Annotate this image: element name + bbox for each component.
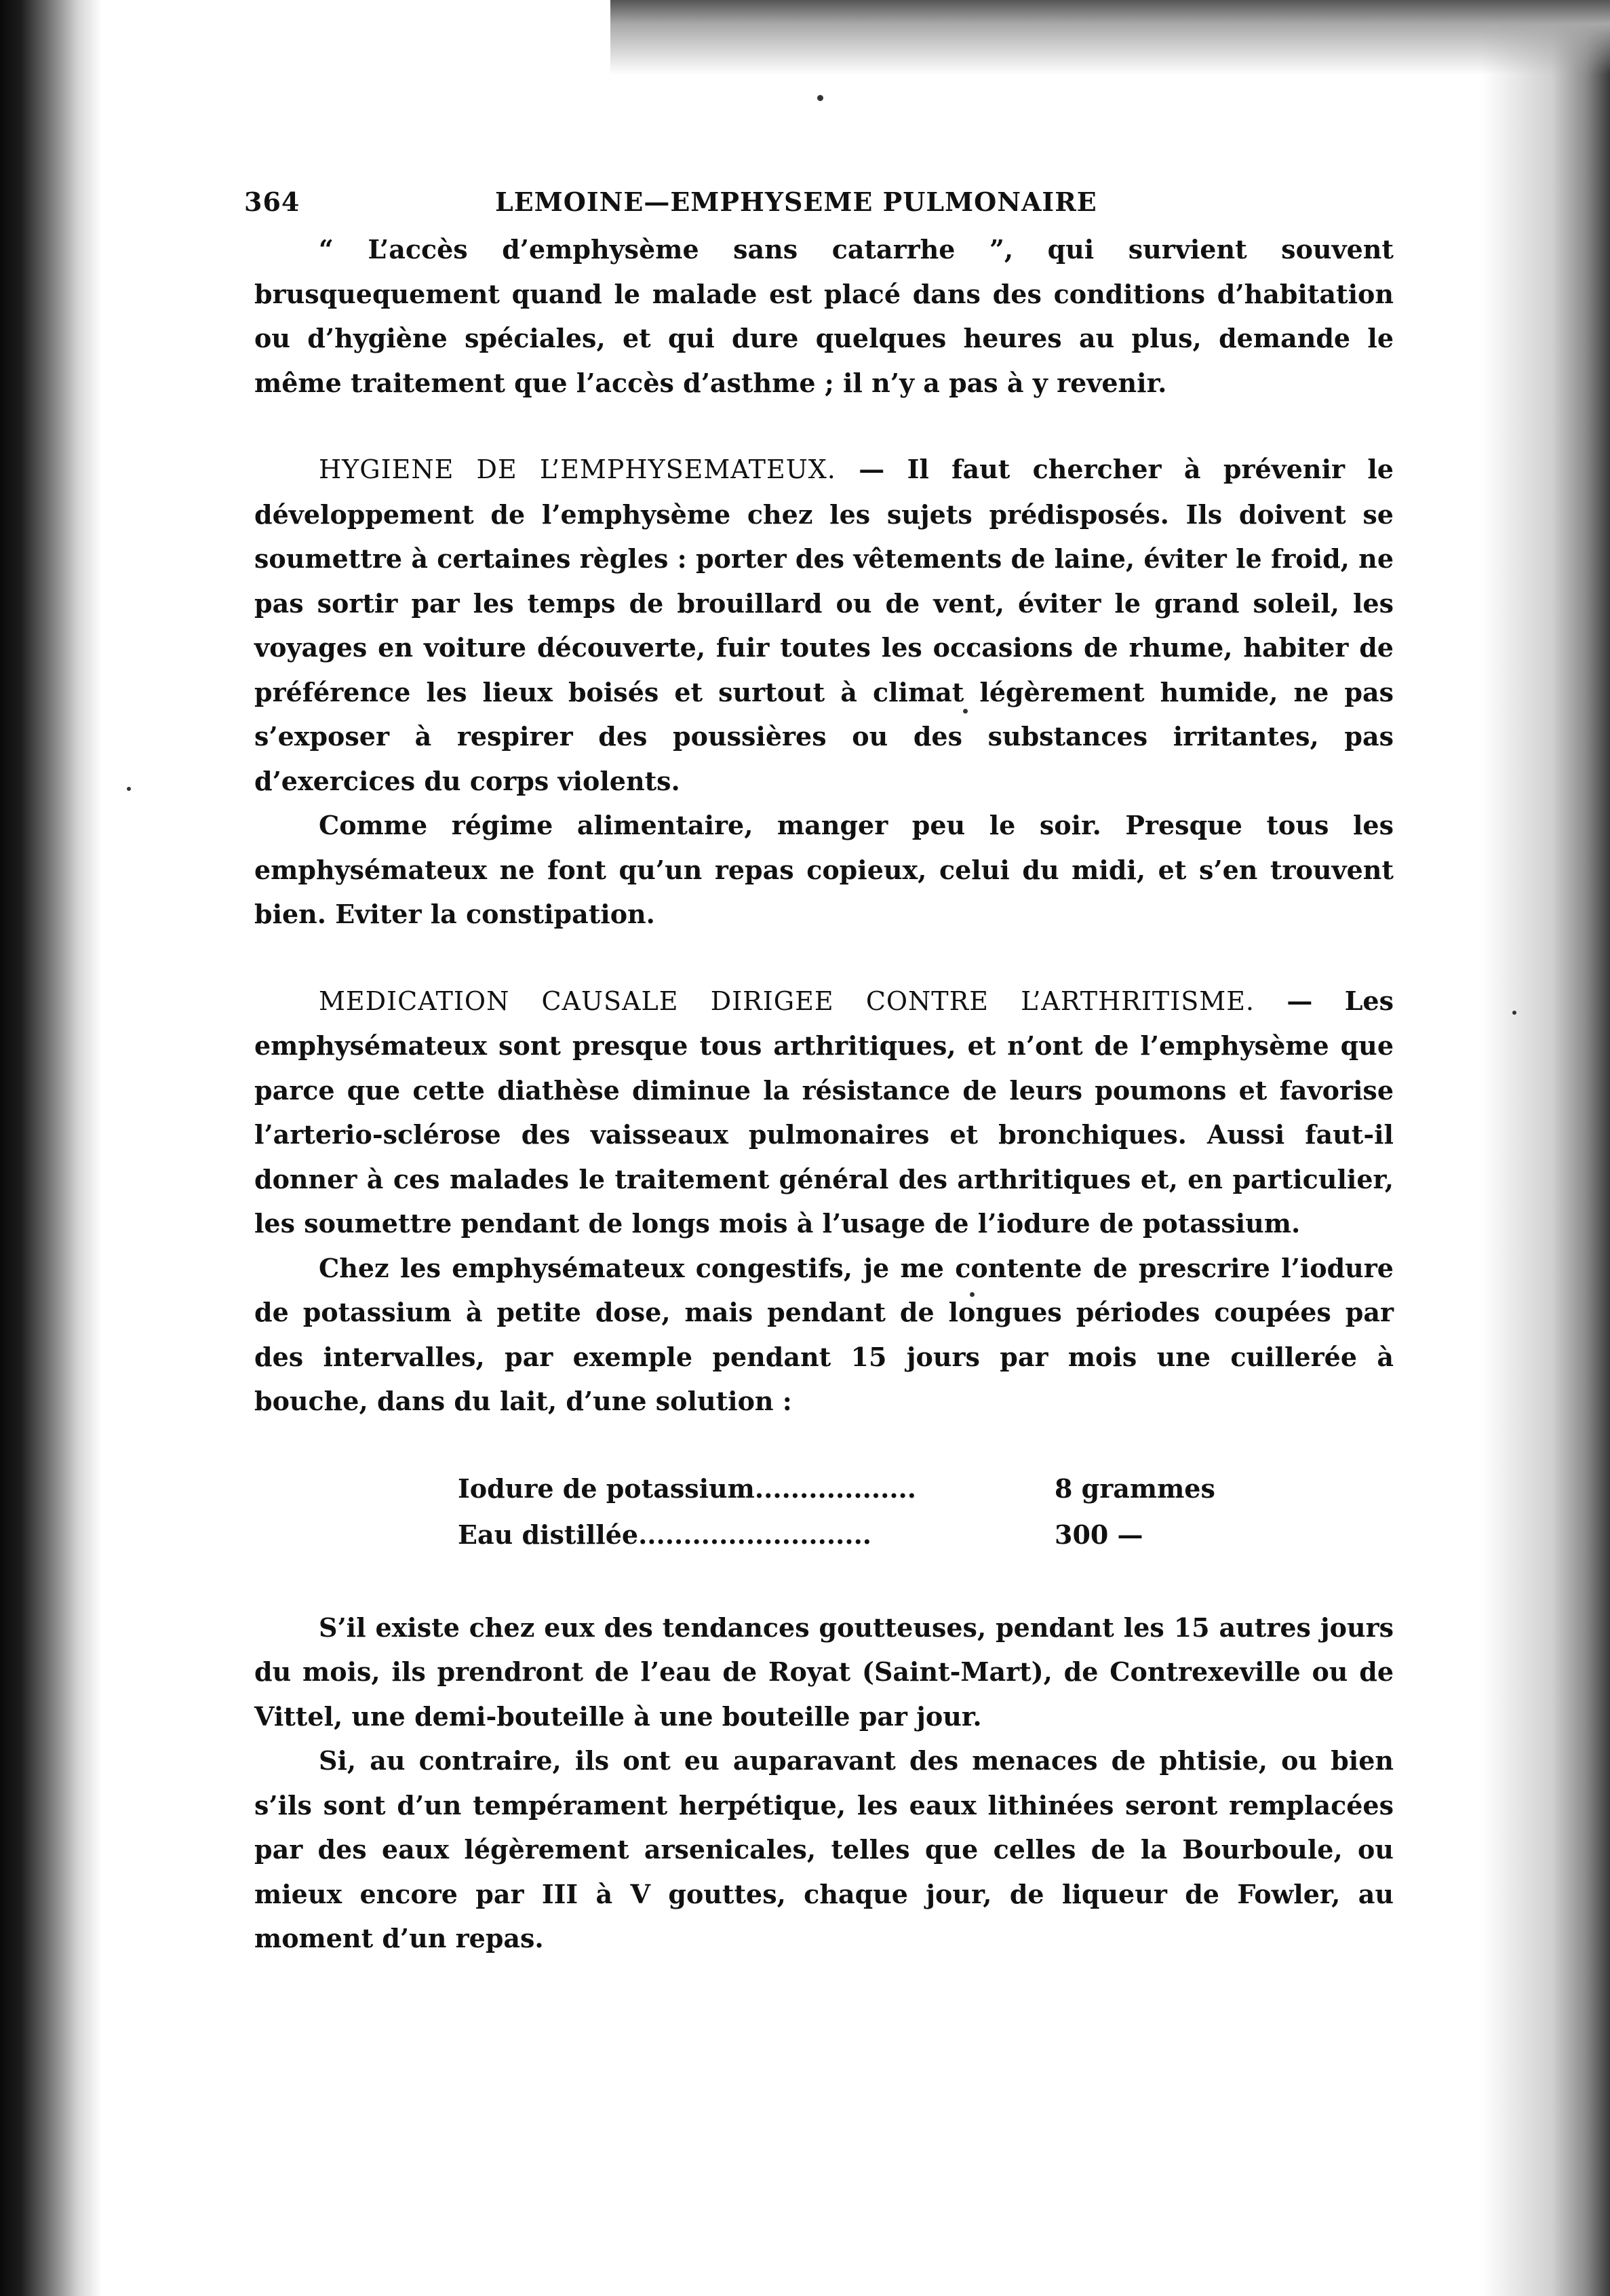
section-body-medication: — Les emphysémateux sont presque tous arthritiques, et n’ont de l’emphysème que parce que cette diathèse diminue la résistance de leurs poumons et favorise l’arterio-sclérose des vaisseaux pulmonaires et bronchiques. Aussi faut-il donner à ces malades le traitement général des arthritiques et, en particulier, les soumettre pendant de longs mois à l’usage de l’iodure de potassium.	[254, 985, 1394, 1239]
section-gap	[254, 405, 1394, 447]
page-number: 364	[244, 187, 300, 217]
paragraph-acces-emphyseme: “ L’accès d’emphysème sans catarrhe ”, qui survient souvent brusquequement quand le malade est placé dans des conditions d’habitation ou d’hygiène spéciales, et qui dure quelques heures au plus, demande le même traitement que l’accès d’asthme ; il n’y a pas à y revenir.	[254, 234, 1394, 398]
prescription-table	[458, 1466, 1258, 1558]
scan-speck	[817, 95, 823, 101]
running-header	[244, 187, 1394, 227]
section-gap	[254, 937, 1394, 979]
prescription-row	[458, 1512, 1258, 1558]
paragraph-regime: Comme régime alimentaire, manger peu le soir. Presque tous les emphysémateux ne font qu’un repas copieux, celui du midi, et s’en trouvent bien. Eviter la constipation.	[254, 810, 1394, 929]
running-title: LEMOINE—EMPHYSEME PULMONAIRE	[495, 187, 1097, 217]
paragraph-phtisie: Si, au contraire, ils ont eu auparavant des menaces de phtisie, ou bien s’ils sont d’un tempérament herpétique, les eaux lithinées seront remplacées par des eaux légèrement arsenicales, telles que celles de la Bourboule, ou mieux encore par III à V gouttes, chaque jour, de liqueur de Fowler, au moment d’un repas.	[254, 1745, 1394, 1953]
section-hygiene	[254, 447, 1394, 803]
scan-shadow-right	[1481, 0, 1610, 2296]
prescription-row	[458, 1466, 1258, 1512]
section-gap	[254, 1558, 1394, 1606]
section-heading-medication: MEDICATION CAUSALE DIRIGEE CONTRE L’ARTHRITISME.	[319, 986, 1255, 1016]
paragraph-tendances-goutteuses: S’il existe chez eux des tendances goutteuses, pendant les 15 autres jours du mois, ils prendront de l’eau de Royat (Saint-Mart), de Contrexeville ou de Vittel, une demi-bouteille à une bouteille par jour.	[254, 1612, 1394, 1732]
paragraph-emphysemateux-congestifs: Chez les emphysémateux congestifs, je me contente de prescrire l’iodure de potassium à petite dose, mais pendant de longues périodes coupées par des intervalles, par exemple pendant 15 jours par mois une cuillerée à bouche, dans du lait, d’une solution :	[254, 1252, 1394, 1416]
section-body-hygiene: — Il faut chercher à prévenir le développement de l’emphysème chez les sujets prédisposés. Ils doivent se soumettre à certaines règles : porter des vêtements de laine, éviter le froid, ne pas sortir par les temps de brouillard ou de vent, éviter le grand soleil, les voyages en voiture découverte, fuir toutes les occasions de rhume, habiter de préférence les lieux boisés et surtout à climat légèrement humide, ne pas s’exposer à respirer des poussières ou des substances irritantes, pas d’exercices du corps violents.	[254, 454, 1394, 796]
section-medication	[254, 979, 1394, 1246]
scan-shadow-left	[0, 0, 102, 2296]
section-heading-hygiene: HYGIENE DE L’EMPHYSEMATEUX.	[319, 454, 836, 484]
prescription-quantity: 8 grammes	[1055, 1473, 1215, 1504]
prescription-quantity: 300 —	[1055, 1519, 1143, 1550]
page-content	[244, 187, 1394, 1961]
scan-speck	[1512, 1011, 1516, 1015]
prescription-ingredient: Iodure de potassium..................	[458, 1473, 917, 1504]
scan-speck	[127, 787, 131, 791]
scan-shadow-top	[610, 0, 1610, 75]
section-gap	[254, 1424, 1394, 1466]
prescription-ingredient: Eau distillée..........................	[458, 1519, 872, 1550]
